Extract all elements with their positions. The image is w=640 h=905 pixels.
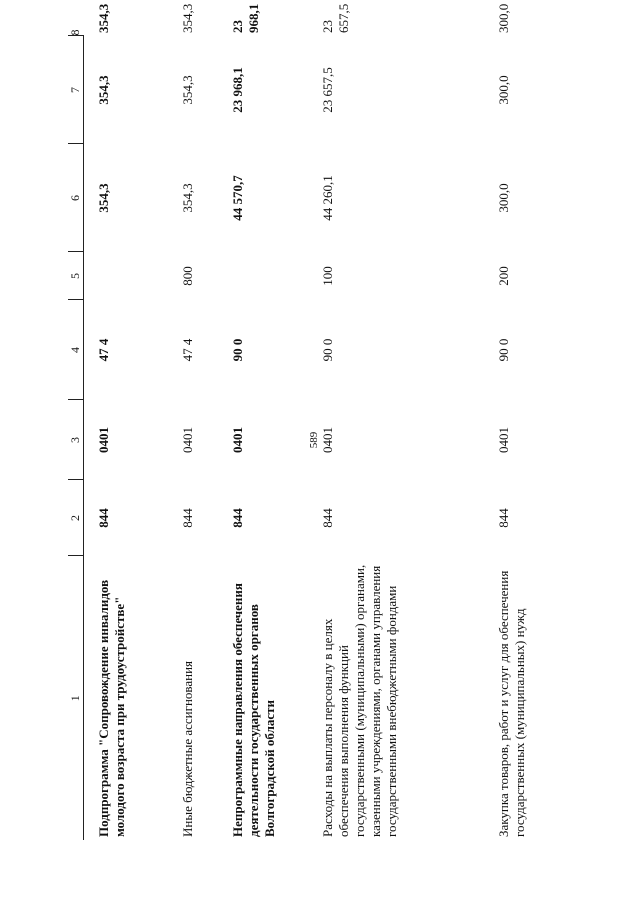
row-name: Иные бюджетные ассигнования: [179, 660, 195, 837]
cell-c6: 354,3: [96, 183, 111, 213]
table-row: Закупка товаров, работ и услуг для обеспечения государственных (муниципальных) нужд 844 0401 90 0 200 300,0 300,0 300,0: [496, 36, 596, 840]
cell-c5: [230, 252, 320, 300]
header-cell: 3: [68, 400, 84, 480]
cell-c7: 23 657,5: [319, 67, 335, 113]
cell-c2: 844: [179, 508, 195, 528]
table-row: Иные бюджетные ассигнования 844 0401 47 4 800 354,3 354,3 354,3: [180, 36, 230, 840]
row-name: Закупка товаров, работ и услуг для обеспечения государственных (муниципальных) нужд: [495, 570, 527, 837]
cell-c3: 0401: [229, 427, 245, 453]
row-name: Непрограммные направления обеспечения деятельности государственных органов Волгоградской области: [229, 583, 277, 837]
cell-c3: 0401: [319, 427, 335, 453]
cell-c6: 300,0: [495, 183, 511, 213]
header-cell: 4: [68, 300, 84, 400]
cell-c4: 90 0: [495, 338, 511, 362]
cell-c7: 354,3: [96, 75, 111, 105]
header-cell: 1: [68, 556, 84, 840]
table-row: Расходы на выплаты персоналу в целях обеспечения выполнения функций государственными (муниципальными) органами, казенными учреждениями, органами управления государственными внебюджетными фондами 844 0401 90 0 100 44 260,1 23 657,5 23 657,5: [320, 36, 496, 840]
budget-table: [68, 3, 596, 840]
cell-c4: 90 0: [229, 338, 245, 362]
cell-c7: 300,0: [495, 75, 511, 105]
cell-c6: 44 570,7: [229, 175, 245, 221]
cell-c2: 844: [495, 508, 511, 528]
cell-c6: 44 260,1: [319, 175, 335, 221]
cell-c7: 23 968,1: [229, 67, 245, 113]
header-cell: 2: [68, 480, 84, 556]
cell-c3: 0401: [179, 427, 195, 453]
cell-c2: 844: [319, 508, 335, 528]
table-row: Подпрограмма "Сопровождение инвалидов молодого возраста при трудоустройстве" 844 0401 47 4 354,3 354,3 354,3: [84, 36, 180, 840]
cell-c3: 0401: [96, 427, 111, 453]
header-cell: 5: [68, 252, 84, 300]
header-row: 1 2 3 4 5 6 7 8: [68, 36, 84, 840]
page-number: 589: [308, 431, 320, 449]
table-row: Непрограммные направления обеспечения деятельности государственных органов Волгоградской области 844 0401 90 0 44 570,7 23 968,1 23 968,1: [230, 36, 320, 840]
header-cell: 7: [68, 36, 84, 144]
cell-c4: 47 4: [179, 338, 195, 362]
cell-c5: 200: [495, 266, 511, 286]
cell-c7: 354,3: [179, 75, 195, 105]
row-name: Расходы на выплаты персоналу в целях обеспечения выполнения функций государственными (муниципальными) органами, казенными учреждениями, органами управления государственными внебюджетными фондами: [319, 564, 399, 837]
cell-c4: 90 0: [319, 338, 335, 362]
header-cell: 6: [68, 144, 84, 252]
cell-c5: 100: [319, 266, 335, 286]
cell-c6: 354,3: [179, 183, 195, 213]
cell-c3: 0401: [495, 427, 511, 453]
budget-table-sheet: [68, 3, 618, 840]
cell-c5: 800: [179, 266, 195, 286]
cell-c2: 844: [229, 508, 245, 528]
row-name: Подпрограмма "Сопровождение инвалидов молодого возраста при трудоустройстве": [96, 579, 127, 837]
cell-c4: 47 4: [96, 338, 111, 362]
cell-c2: 844: [96, 508, 111, 528]
cell-c5: [84, 252, 180, 300]
